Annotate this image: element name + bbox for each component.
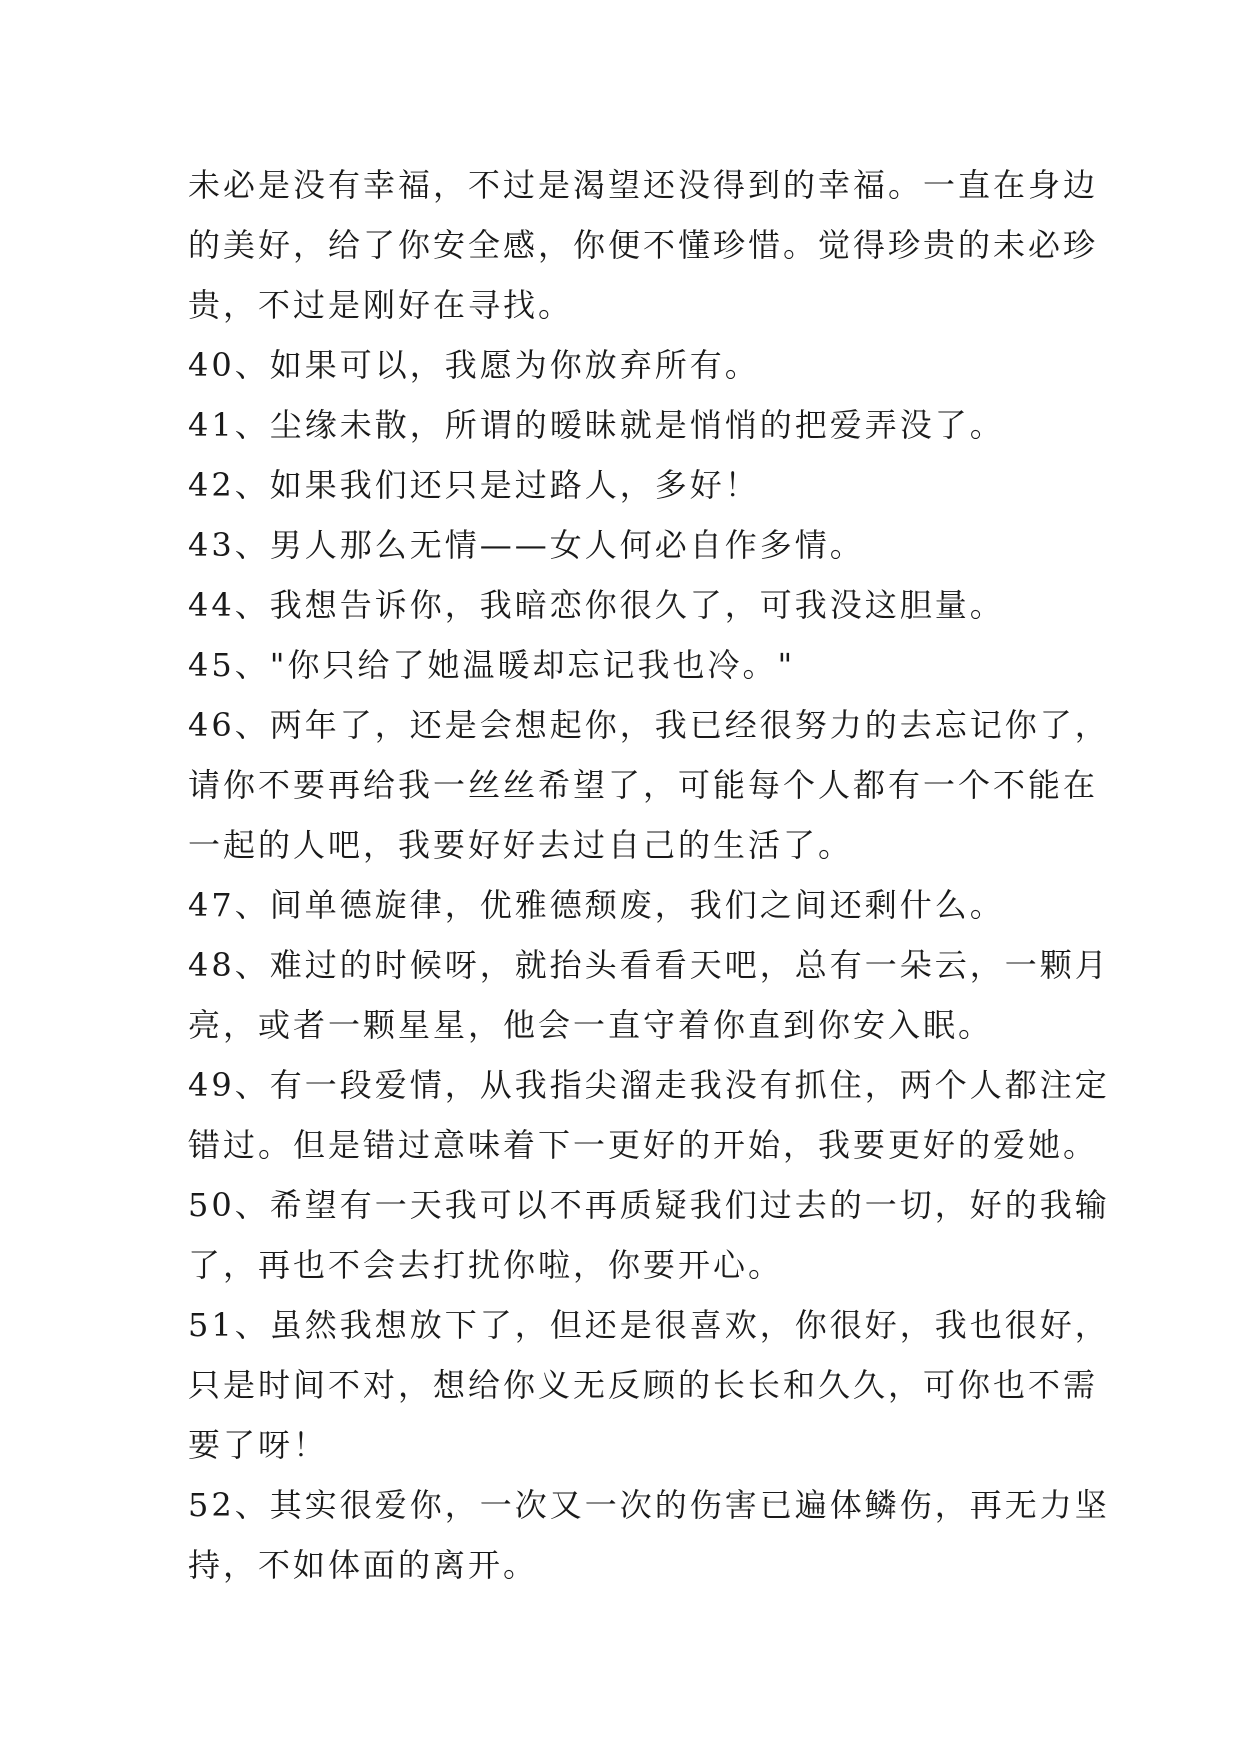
text-line: 错过。但是错过意味着下一更好的开始，我要更好的爱她。 xyxy=(188,1126,1099,1164)
text-line: 40、如果可以，我愿为你放弃所有。 xyxy=(188,346,760,384)
text-line: 47、间单德旋律，优雅德颓废，我们之间还剩什么。 xyxy=(188,886,1005,924)
text-line: 了，再也不会去打扰你啦，你要开心。 xyxy=(188,1246,784,1284)
text-line: 49、有一段爱情，从我指尖溜走我没有抓住，两个人都注定 xyxy=(188,1066,1110,1104)
text-line: 贵，不过是刚好在寻找。 xyxy=(188,286,574,324)
text-line: 的美好，给了你安全感，你便不懂珍惜。觉得珍贵的未必珍 xyxy=(188,226,1099,264)
text-line: 43、男人那么无情——女人何必自作多情。 xyxy=(188,526,865,564)
text-line: 要了呀！ xyxy=(188,1426,329,1464)
text-line: 51、虽然我想放下了，但还是很喜欢，你很好，我也很好， xyxy=(188,1306,1110,1344)
text-line: 持，不如体面的离开。 xyxy=(188,1546,539,1584)
text-body xyxy=(188,155,1110,1595)
text-line: 亮，或者一颗星星，他会一直守着你直到你安入眠。 xyxy=(188,1006,994,1044)
text-line: 42、如果我们还只是过路人，多好！ xyxy=(188,466,760,504)
text-line: 44、我想告诉你，我暗恋你很久了，可我没这胆量。 xyxy=(188,586,1005,624)
text-line: 52、其实很爱你，一次又一次的伤害已遍体鳞伤，再无力坚 xyxy=(188,1486,1110,1524)
text-line: 46、两年了，还是会想起你，我已经很努力的去忘记你了， xyxy=(188,706,1110,744)
text-line: 48、难过的时候呀，就抬头看看天吧，总有一朵云，一颗月 xyxy=(188,946,1110,984)
text-line: 一起的人吧，我要好好去过自己的生活了。 xyxy=(188,826,854,864)
text-line: 50、希望有一天我可以不再质疑我们过去的一切，好的我输 xyxy=(188,1186,1110,1224)
text-line: 45、"你只给了她温暖却忘记我也冷。" xyxy=(188,646,796,684)
text-line: 未必是没有幸福，不过是渴望还没得到的幸福。一直在身边 xyxy=(188,166,1099,204)
text-line: 只是时间不对，想给你义无反顾的长长和久久，可你也不需 xyxy=(188,1366,1099,1404)
text-line: 41、尘缘未散，所谓的暧昧就是悄悄的把爱弄没了。 xyxy=(188,406,1005,444)
text-line: 请你不要再给我一丝丝希望了，可能每个人都有一个不能在 xyxy=(188,766,1099,804)
